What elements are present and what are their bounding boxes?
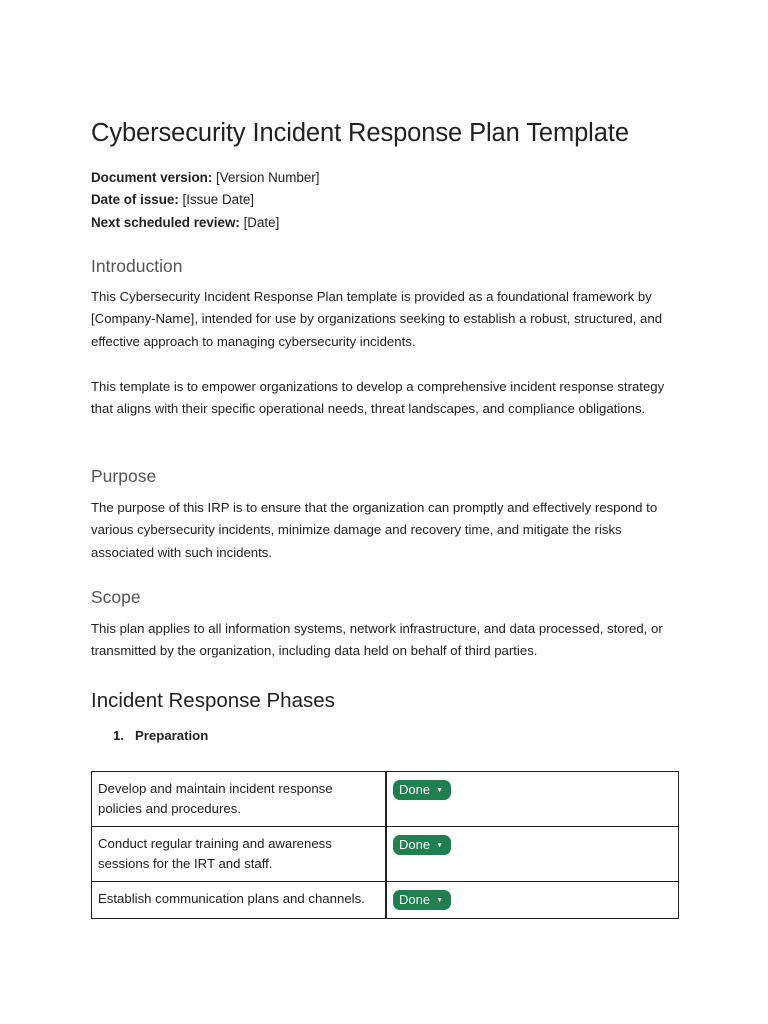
status-cell [386, 882, 679, 919]
status-cell [386, 772, 679, 827]
purpose-paragraph: The purpose of this IRP is to ensure that the organization can promptly and effectively respond to various cybersecurity incidents, minimize damage and recovery time, and mitigate the risks associated with such incidents. [91, 500, 658, 560]
table-row [92, 827, 679, 882]
phases-heading: Incident Response Phases [91, 689, 335, 712]
list-item-preparation [113, 728, 208, 743]
caret-down-icon: ▼ [436, 787, 444, 794]
status-chip-label: Done [399, 892, 431, 907]
list-item-label: Preparation [135, 728, 209, 743]
task-cell: Establish communication plans and channels. [92, 882, 387, 919]
table-row [92, 772, 679, 827]
status-dropdown-chip[interactable] [393, 780, 451, 800]
introduction-heading: Introduction [91, 256, 183, 276]
document-meta [91, 167, 319, 234]
scope-paragraph: This plan applies to all information systems, network infrastructure, and data processed, stored, or transmitted by the organization, including data held on behalf of third parties. [91, 621, 663, 659]
table-row [92, 882, 679, 919]
introduction-paragraph-2: This template is to empower organizations to develop a comprehensive incident response strategy that aligns with their specific operational needs, threat landscapes, and compliance obligations. [91, 379, 665, 417]
task-cell: Develop and maintain incident response policies and procedures. [92, 772, 387, 827]
status-chip-label: Done [399, 782, 431, 797]
introduction-paragraph-1: This Cybersecurity Incident Response Plan template is provided as a foundational framework by [Company-Name], intended for use by organizations seeking to establish a robust, structured, and effective approach to managing cybersecurity incidents. [91, 289, 663, 349]
task-cell: Conduct regular training and awareness sessions for the IRT and staff. [92, 827, 387, 882]
caret-down-icon: ▼ [436, 842, 444, 849]
status-cell [386, 827, 679, 882]
meta-review-date-label: Next scheduled review: [91, 214, 240, 230]
purpose-heading: Purpose [91, 466, 157, 486]
meta-version [91, 167, 319, 189]
status-chip-label: Done [399, 837, 431, 852]
preparation-tasks-table [91, 771, 679, 919]
scope-heading: Scope [91, 587, 141, 607]
list-item-number: 1. [113, 728, 124, 743]
meta-review-date [91, 212, 319, 234]
status-dropdown-chip[interactable] [393, 890, 451, 910]
meta-review-date-value: [Date] [239, 214, 280, 230]
meta-issue-date [91, 189, 319, 211]
meta-version-value: [Version Number] [212, 170, 320, 185]
caret-down-icon: ▼ [436, 897, 444, 904]
status-dropdown-chip[interactable] [393, 835, 451, 855]
document-title: Cybersecurity Incident Response Plan Template [91, 119, 629, 147]
meta-version-label: Document version: [91, 170, 213, 185]
meta-issue-date-label: Date of issue: [91, 192, 179, 208]
meta-issue-date-value: [Issue Date] [178, 192, 254, 208]
